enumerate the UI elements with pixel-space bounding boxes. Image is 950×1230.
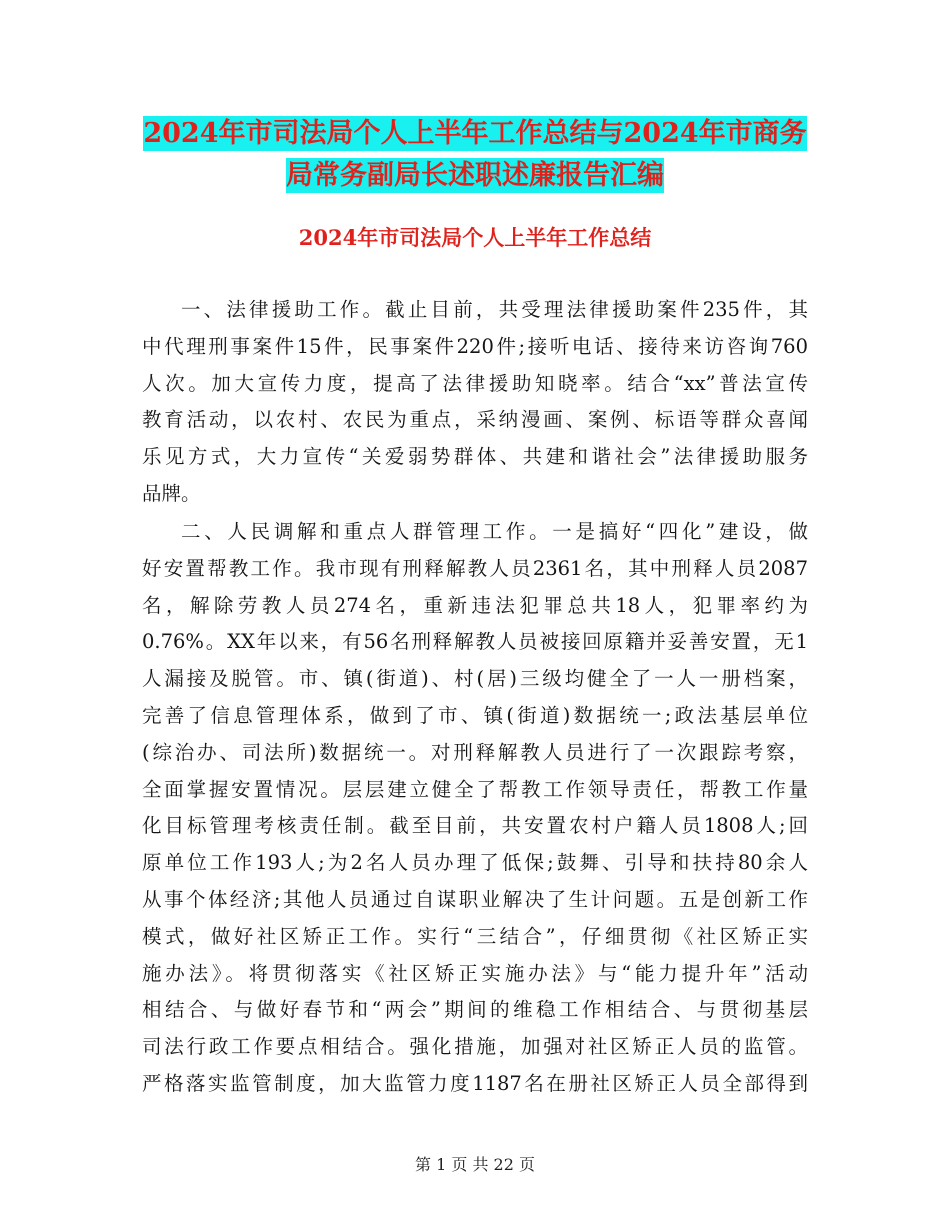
text-line: 原单位工作193人;为2名人员办理了低保;鼓舞、引导和扶持80余人 xyxy=(142,851,808,875)
text-line: 司法行政工作要点相结合。强化措施，加强对社区矫正人员的监管。 xyxy=(142,1035,808,1059)
text-line: 二、人民调解和重点人群管理工作。一是搞好“四化”建设，做 xyxy=(181,520,808,543)
text-line: 乐见方式，大力宣传“关爱弱势群体、共建和谐社会”法律援助服务 xyxy=(142,445,808,469)
document-title-line-2 xyxy=(0,154,950,198)
title-highlight: 局常务副局长述职述廉报告汇编 xyxy=(286,160,664,191)
text-line: 从事个体经济;其他人员通过自谋职业解决了生计问题。五是创新工作 xyxy=(142,887,808,911)
text-line: 0.76%。XX年以来，有56名刑释解教人员被接回原籍并妥善安置，无1 xyxy=(142,630,808,654)
text-line: 模式，做好社区矫正工作。实行“三结合”，仔细贯彻《社区矫正实 xyxy=(142,924,808,948)
text-line: 名，解除劳教人员274名，重新违法犯罪总共18人，犯罪率约为 xyxy=(142,593,808,617)
text-line: (综治办、司法所)数据统一。对刑释解教人员进行了一次跟踪考察， xyxy=(142,740,808,764)
text-line: 中代理刑事案件15件，民事案件220件;接听电话、接待来访咨询760 xyxy=(142,334,808,358)
page-footer: 第 1 页 共 22 页 xyxy=(415,1155,535,1174)
text-line: 全面掌握安置情况。层层建立健全了帮教工作领导责任，帮教工作量 xyxy=(142,777,808,801)
document-title-line-1 xyxy=(0,112,950,156)
text-line: 一、法律援助工作。截止目前，共受理法律援助案件235件，其 xyxy=(181,298,808,321)
paragraph-mediation xyxy=(142,514,808,1103)
text-line: 相结合、与做好春节和“两会”期间的维稳工作相结合、与贯彻基层 xyxy=(142,998,808,1022)
text-line: 施办法》。将贯彻落实《社区矫正实施办法》与“能力提升年”活动 xyxy=(142,961,808,985)
title-highlight: 2024年市司法局个人上半年工作总结与2024年市商务 xyxy=(143,118,807,149)
text-line: 品牌。 xyxy=(142,481,201,505)
text-line: 完善了信息管理体系，做到了市、镇(街道)数据统一;政法基层单位 xyxy=(142,703,808,727)
text-line: 人漏接及脱管。市、镇(街道)、村(居)三级均健全了一人一册档案， xyxy=(142,667,808,691)
text-line: 人次。加大宣传力度，提高了法律援助知晓率。结合“xx”普法宣传 xyxy=(142,371,808,395)
text-line: 化目标管理考核责任制。截至目前，共安置农村户籍人员1808人;回 xyxy=(142,814,808,838)
section-heading: 2024年市司法局个人上半年工作总结 xyxy=(298,225,652,250)
text-line: 好安置帮教工作。我市现有刑释解教人员2361名，其中刑释人员2087 xyxy=(142,556,808,580)
text-line: 严格落实监管制度，加大监管力度1187名在册社区矫正人员全部得到 xyxy=(142,1071,808,1095)
paragraph-legal-aid xyxy=(142,292,808,513)
text-line: 教育活动，以农村、农民为重点，采纳漫画、案例、标语等群众喜闻 xyxy=(142,408,808,432)
